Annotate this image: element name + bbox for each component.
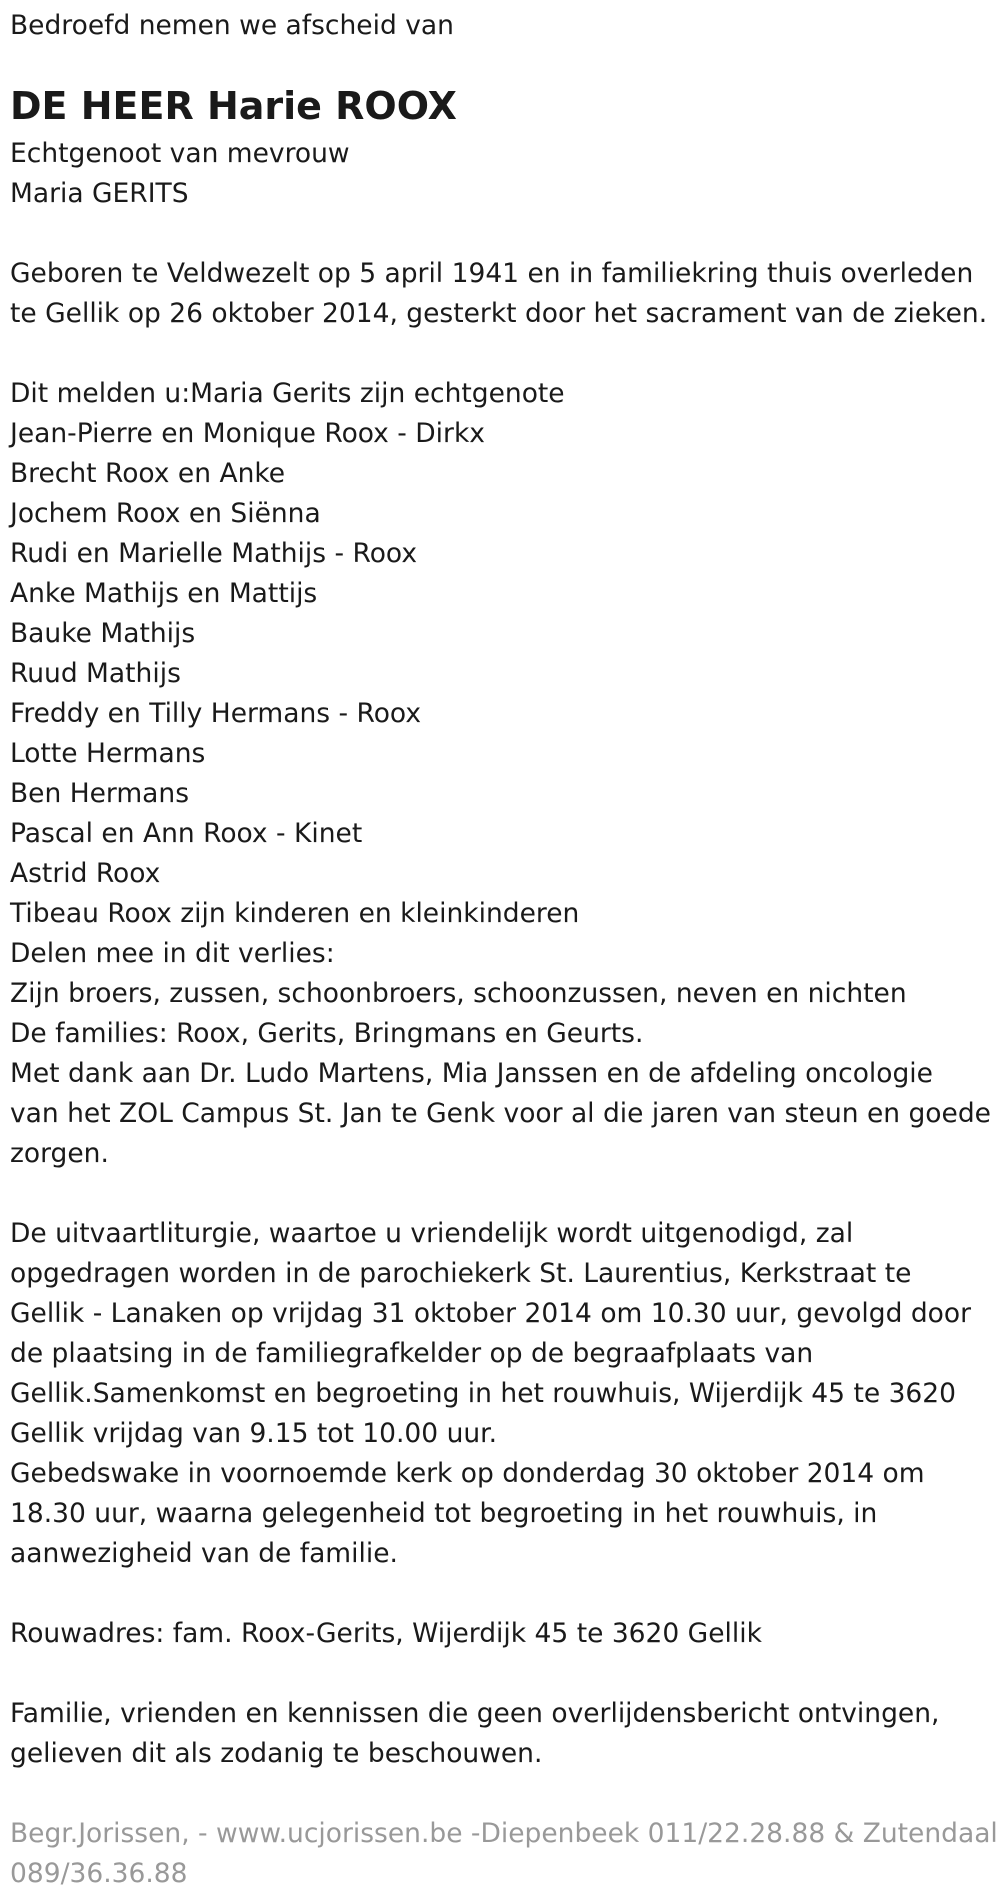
family-line: van het ZOL Campus St. Jan te Genk voor al die jaren van steun en goede	[10, 1098, 991, 1129]
family-line: Dit melden u:Maria Gerits zijn echtgenote	[10, 378, 565, 409]
footer-line: Begr.Jorissen, - www.ucjorissen.be -Diepenbeek 011/22.28.88 & Zutendaal	[10, 1818, 998, 1849]
footer-line: 089/36.36.88	[10, 1858, 188, 1889]
birth-death-paragraph	[10, 254, 990, 334]
family-line: Lotte Hermans	[10, 738, 206, 769]
birth-death-line: Geboren te Veldwezelt op 5 april 1941 en in familiekring thuis overleden	[10, 258, 974, 289]
spacer	[10, 1654, 990, 1694]
family-line: Brecht Roox en Anke	[10, 458, 286, 489]
mourning-address: Rouwadres: fam. Roox-Gerits, Wijerdijk 45 te 3620 Gellik	[10, 1618, 762, 1649]
family-line: Delen mee in dit verlies:	[10, 938, 335, 969]
ceremony-line: Gebedswake in voornoemde kerk op donderdag 30 oktober 2014 om	[10, 1458, 925, 1489]
family-line: Ben Hermans	[10, 778, 190, 809]
ceremony-line: De uitvaartliturgie, waartoe u vriendelijk wordt uitgenodigd, zal	[10, 1218, 854, 1249]
family-line: Met dank aan Dr. Ludo Martens, Mia Janssen en de afdeling oncologie	[10, 1058, 933, 1089]
family-line: Anke Mathijs en Mattijs	[10, 578, 318, 609]
funeral-home-footer	[10, 1814, 998, 1894]
spouse-line: Echtgenoot van mevrouw	[10, 138, 350, 169]
ceremony-line: Gellik.Samenkomst en begroeting in het rouwhuis, Wijerdijk 45 te 3620	[10, 1378, 957, 1409]
ceremony-line: Gellik - Lanaken op vrijdag 31 oktober 2014 om 10.30 uur, gevolgd door	[10, 1298, 971, 1329]
family-line: Tibeau Roox zijn kinderen en kleinkinderen	[10, 898, 580, 929]
spouse-name: Maria GERITS	[10, 178, 189, 209]
ceremony-line: 18.30 uur, waarna gelegenheid tot begroeting in het rouwhuis, in	[10, 1498, 878, 1529]
notice-paragraph	[10, 1694, 990, 1774]
family-line: Jean-Pierre en Monique Roox - Dirkx	[10, 418, 485, 449]
family-line: Astrid Roox	[10, 858, 161, 889]
birth-death-line: te Gellik op 26 oktober 2014, gesterkt door het sacrament van de zieken.	[10, 298, 988, 329]
ceremony-paragraph	[10, 1214, 990, 1574]
ceremony-line: de plaatsing in de familiegrafkelder op de begraafplaats van	[10, 1338, 814, 1369]
family-line: zorgen.	[10, 1138, 109, 1169]
family-line: Jochem Roox en Siënna	[10, 498, 321, 529]
ceremony-line: Gellik vrijdag van 9.15 tot 10.00 uur.	[10, 1418, 498, 1449]
family-line: Freddy en Tilly Hermans - Roox	[10, 698, 422, 729]
ceremony-line: aanwezigheid van de familie.	[10, 1538, 398, 1569]
family-line: Zijn broers, zussen, schoonbroers, schoonzussen, neven en nichten	[10, 978, 907, 1009]
spacer	[10, 334, 990, 374]
family-line: De families: Roox, Gerits, Bringmans en Geurts.	[10, 1018, 644, 1049]
spacer	[10, 1174, 990, 1214]
family-paragraph	[10, 374, 990, 1174]
family-line: Pascal en Ann Roox - Kinet	[10, 818, 363, 849]
family-line: Bauke Mathijs	[10, 618, 196, 649]
spouse-paragraph	[10, 134, 990, 214]
spacer	[10, 1774, 990, 1814]
spacer	[10, 214, 990, 254]
intro-text: Bedroefd nemen we afscheid van	[10, 10, 454, 41]
notice-line: Familie, vrienden en kennissen die geen overlijdensbericht ontvingen,	[10, 1698, 940, 1729]
spacer	[10, 1574, 990, 1614]
ceremony-line: opgedragen worden in de parochiekerk St. Laurentius, Kerkstraat te	[10, 1258, 912, 1289]
notice-line: gelieven dit als zodanig te beschouwen.	[10, 1738, 543, 1769]
family-line: Ruud Mathijs	[10, 658, 181, 689]
deceased-name: DE HEER Harie ROOX	[10, 84, 457, 128]
family-line: Rudi en Marielle Mathijs - Roox	[10, 538, 418, 569]
